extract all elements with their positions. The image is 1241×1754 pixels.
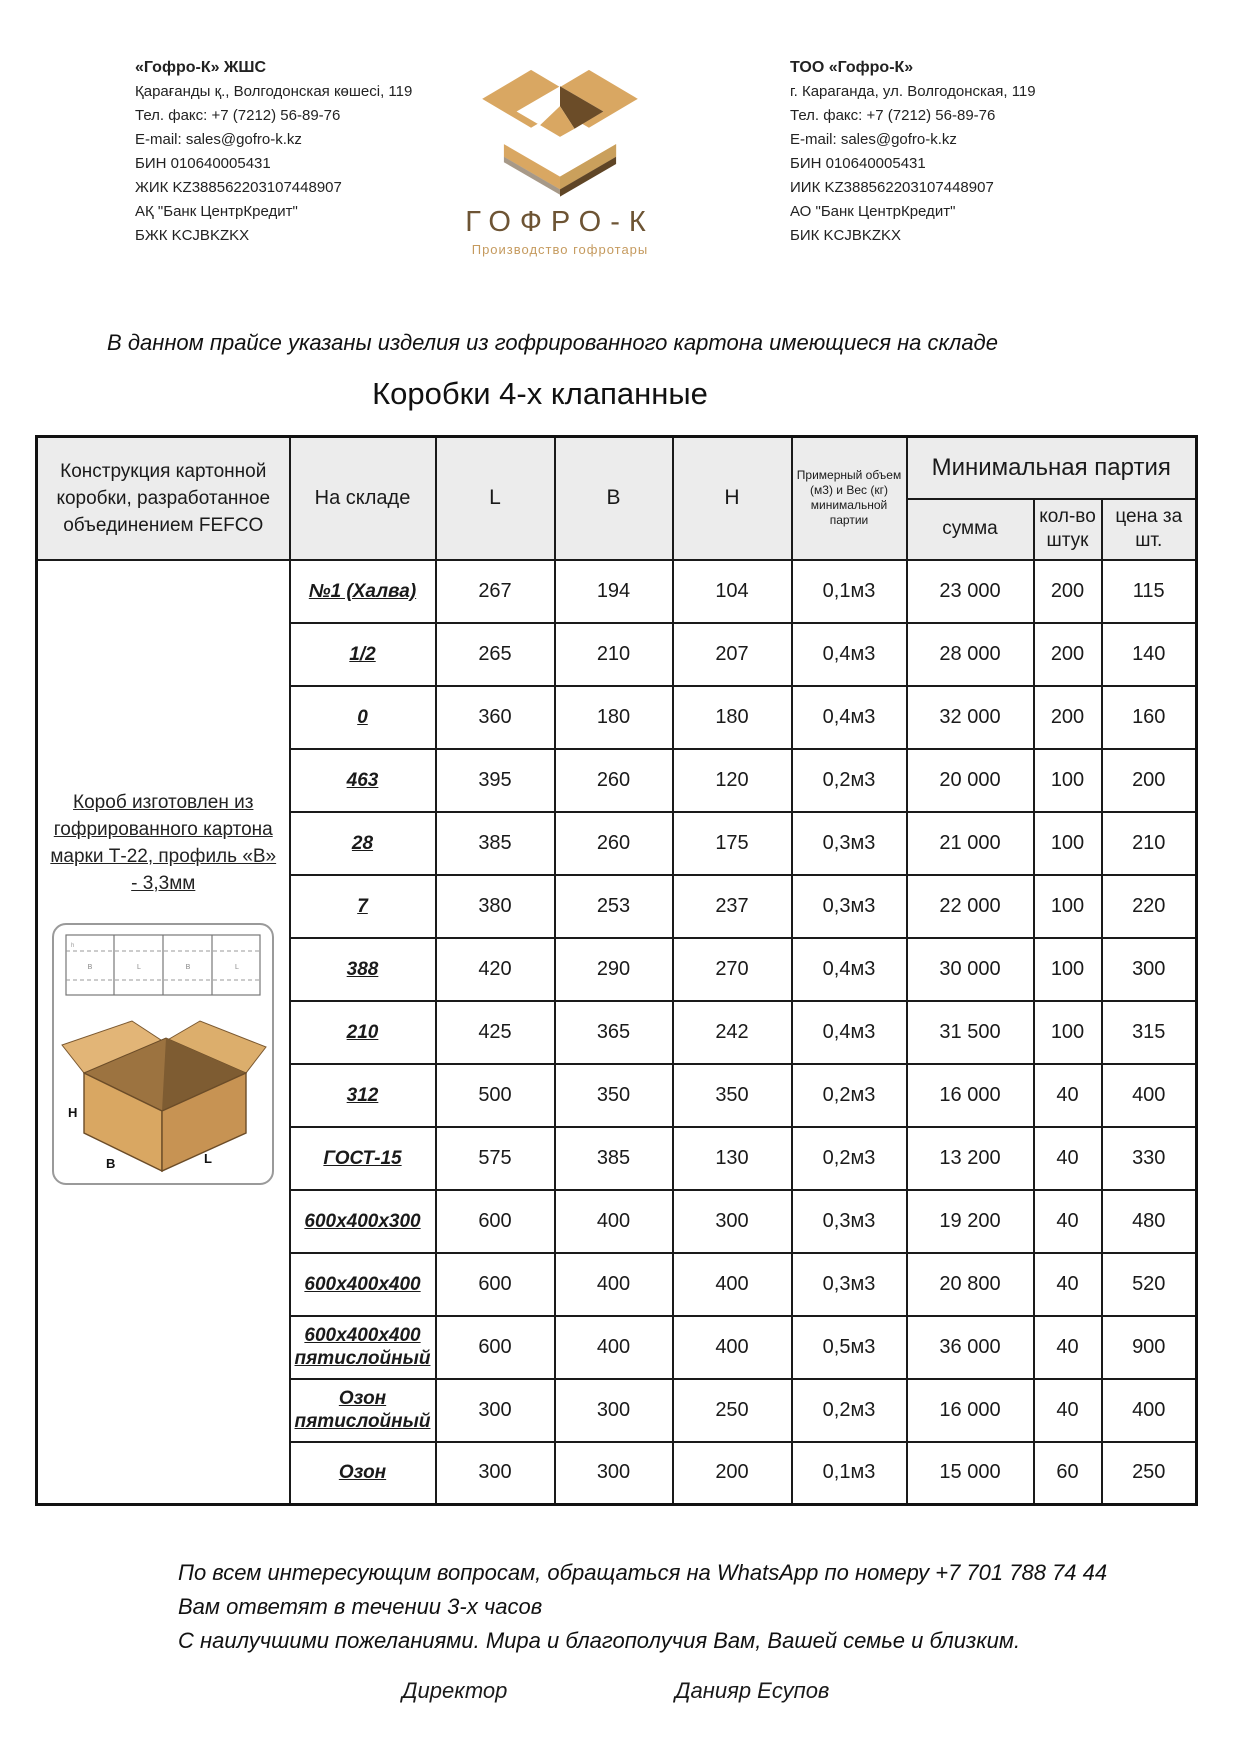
price-table: [35, 435, 1198, 1506]
col-header-price: цена за шт.: [1102, 499, 1197, 560]
box-diagram: [52, 923, 274, 1185]
stock-name-cell: №1 (Халва): [290, 560, 436, 623]
table-header: [37, 437, 1197, 560]
volume-cell: 0,2м3: [792, 749, 907, 812]
price-cell: 210: [1102, 812, 1197, 875]
volume-cell: 0,3м3: [792, 875, 907, 938]
sum-cell: 15 000: [907, 1442, 1034, 1505]
volume-cell: 0,1м3: [792, 560, 907, 623]
volume-cell: 0,4м3: [792, 1001, 907, 1064]
sum-cell: 22 000: [907, 875, 1034, 938]
h-cell: 200: [673, 1442, 792, 1505]
h-cell: 350: [673, 1064, 792, 1127]
l-cell: 425: [436, 1001, 555, 1064]
director-name: Данияр Есупов: [675, 1678, 830, 1703]
qty-cell: 200: [1034, 560, 1102, 623]
bank-line: АҚ "Банк ЦентрКредит": [135, 203, 298, 220]
col-header-construction: Конструкция картонной коробки, разработанное объединением FEFCO: [37, 437, 290, 560]
volume-cell: 0,3м3: [792, 812, 907, 875]
b-cell: 180: [555, 686, 673, 749]
l-cell: 420: [436, 938, 555, 1001]
price-cell: 480: [1102, 1190, 1197, 1253]
l-cell: 385: [436, 812, 555, 875]
qty-cell: 40: [1034, 1064, 1102, 1127]
col-header-h: H: [673, 437, 792, 560]
stock-name-cell: 7: [290, 875, 436, 938]
qty-cell: 100: [1034, 812, 1102, 875]
intro-note: В данном прайсе указаны изделия из гофрированного картона имеющиеся на складе: [107, 330, 998, 355]
bin-line: БИН 010640005431: [790, 155, 926, 172]
l-cell: 600: [436, 1253, 555, 1316]
sum-cell: 23 000: [907, 560, 1034, 623]
phone-line: Тел. факс: +7 (7212) 56-89-76: [135, 107, 341, 124]
h-cell: 130: [673, 1127, 792, 1190]
page-title: Коробки 4-х клапанные: [372, 376, 708, 411]
b-cell: 400: [555, 1190, 673, 1253]
volume-cell: 0,4м3: [792, 686, 907, 749]
stock-name-cell: ГОСТ-15: [290, 1127, 436, 1190]
sum-cell: 32 000: [907, 686, 1034, 749]
price-cell: 520: [1102, 1253, 1197, 1316]
company-name-right: ТОО «Гофро-К»: [790, 59, 914, 76]
construction-cell: [37, 560, 290, 1505]
volume-cell: 0,4м3: [792, 623, 907, 686]
l-cell: 575: [436, 1127, 555, 1190]
bik-line: БИК KCJBKZKX: [790, 227, 902, 244]
account-line: ЖИК KZ388562203107448907: [135, 179, 342, 196]
price-cell: 400: [1102, 1064, 1197, 1127]
price-cell: 315: [1102, 1001, 1197, 1064]
h-cell: 104: [673, 560, 792, 623]
b-cell: 290: [555, 938, 673, 1001]
h-cell: 300: [673, 1190, 792, 1253]
qty-cell: 40: [1034, 1190, 1102, 1253]
l-cell: 500: [436, 1064, 555, 1127]
b-cell: 400: [555, 1316, 673, 1379]
stock-name-cell: 1/2: [290, 623, 436, 686]
sum-cell: 21 000: [907, 812, 1034, 875]
l-cell: 300: [436, 1379, 555, 1442]
qty-cell: 100: [1034, 1001, 1102, 1064]
price-cell: 200: [1102, 749, 1197, 812]
svg-text:B: B: [87, 963, 93, 971]
svg-text:L: L: [235, 963, 240, 971]
bin-line: БИН 010640005431: [135, 155, 271, 172]
h-cell: 270: [673, 938, 792, 1001]
col-header-min-batch: Минимальная партия: [907, 437, 1197, 499]
open-box-icon: [460, 50, 660, 202]
qty-cell: 40: [1034, 1127, 1102, 1190]
h-cell: 250: [673, 1379, 792, 1442]
price-cell: 300: [1102, 938, 1197, 1001]
svg-text:B: B: [185, 963, 191, 971]
sum-cell: 30 000: [907, 938, 1034, 1001]
address-line: Қарағанды қ., Волгодонская көшесі, 119: [135, 83, 413, 100]
b-cell: 300: [555, 1379, 673, 1442]
stock-name-cell: 600х400х400 пятислойный: [290, 1316, 436, 1379]
volume-cell: 0,2м3: [792, 1064, 907, 1127]
table-row: [37, 560, 1197, 623]
footer-line-wishes: С наилучшими пожеланиями. Мира и благополучия Вам, Вашей семье и близким.: [178, 1628, 1021, 1653]
address-line: г. Караганда, ул. Волгодонская, 119: [790, 83, 1036, 100]
b-cell: 365: [555, 1001, 673, 1064]
contact-block-left: [135, 56, 412, 248]
qty-cell: 200: [1034, 686, 1102, 749]
stock-name-cell: 463: [290, 749, 436, 812]
volume-cell: 0,3м3: [792, 1253, 907, 1316]
col-header-stock: На складе: [290, 437, 436, 560]
l-cell: 600: [436, 1190, 555, 1253]
volume-cell: 0,5м3: [792, 1316, 907, 1379]
email-line: E-mail: sales@gofro-k.kz: [790, 131, 957, 148]
stock-name-cell: 388: [290, 938, 436, 1001]
construction-note: Короб изготовлен из гофрированного картона марки Т-22, профиль «В» - 3,3мм: [50, 791, 277, 894]
footer-line-response: Вам ответят в течении 3-х часов: [178, 1594, 543, 1619]
qty-cell: 60: [1034, 1442, 1102, 1505]
sum-cell: 36 000: [907, 1316, 1034, 1379]
director-label: Директор: [402, 1678, 508, 1703]
qty-cell: 100: [1034, 938, 1102, 1001]
h-cell: 120: [673, 749, 792, 812]
volume-cell: 0,4м3: [792, 938, 907, 1001]
svg-text:L: L: [137, 963, 142, 971]
svg-text:h: h: [71, 942, 75, 949]
b-cell: 210: [555, 623, 673, 686]
stock-name-cell: 210: [290, 1001, 436, 1064]
l-cell: 360: [436, 686, 555, 749]
price-cell: 330: [1102, 1127, 1197, 1190]
company-name-left: «Гофро-К» ЖШС: [135, 59, 267, 76]
volume-cell: 0,1м3: [792, 1442, 907, 1505]
price-cell: 250: [1102, 1442, 1197, 1505]
footer-line-whatsapp: По всем интересующим вопросам, обращаться на WhatsApp по номеру +7 701 788 74 44: [178, 1560, 1108, 1585]
l-cell: 600: [436, 1316, 555, 1379]
sum-cell: 20 800: [907, 1253, 1034, 1316]
h-cell: 400: [673, 1316, 792, 1379]
dim-label-b: B: [106, 1155, 116, 1171]
volume-cell: 0,3м3: [792, 1190, 907, 1253]
price-cell: 400: [1102, 1379, 1197, 1442]
stock-name-cell: 600х400х300: [290, 1190, 436, 1253]
price-cell: 900: [1102, 1316, 1197, 1379]
qty-cell: 40: [1034, 1379, 1102, 1442]
l-cell: 265: [436, 623, 555, 686]
l-cell: 300: [436, 1442, 555, 1505]
col-header-volume: Примерный объем (м3) и Вес (кг) минимальной партии: [792, 437, 907, 560]
col-header-sum: сумма: [907, 499, 1034, 560]
col-header-qty: кол-во штук: [1034, 499, 1102, 560]
sum-cell: 16 000: [907, 1064, 1034, 1127]
b-cell: 194: [555, 560, 673, 623]
account-line: ИИК KZ388562203107448907: [790, 179, 994, 196]
b-cell: 300: [555, 1442, 673, 1505]
h-cell: 237: [673, 875, 792, 938]
volume-cell: 0,2м3: [792, 1379, 907, 1442]
b-cell: 260: [555, 812, 673, 875]
brand-name: ГОФРО-К: [465, 206, 655, 238]
price-cell: 115: [1102, 560, 1197, 623]
stock-name-cell: 28: [290, 812, 436, 875]
stock-name-cell: 600х400х400: [290, 1253, 436, 1316]
l-cell: 395: [436, 749, 555, 812]
bank-line: АО "Банк ЦентрКредит": [790, 203, 956, 220]
h-cell: 175: [673, 812, 792, 875]
qty-cell: 100: [1034, 875, 1102, 938]
sum-cell: 16 000: [907, 1379, 1034, 1442]
l-cell: 267: [436, 560, 555, 623]
stock-name-cell: Озон: [290, 1442, 436, 1505]
sum-cell: 31 500: [907, 1001, 1034, 1064]
stock-name-cell: Озон пятислойный: [290, 1379, 436, 1442]
brand-tagline: Производство гофротары: [471, 242, 649, 257]
price-cell: 160: [1102, 686, 1197, 749]
qty-cell: 100: [1034, 749, 1102, 812]
col-header-b: B: [555, 437, 673, 560]
h-cell: 242: [673, 1001, 792, 1064]
b-cell: 400: [555, 1253, 673, 1316]
h-cell: 180: [673, 686, 792, 749]
stock-name-cell: 0: [290, 686, 436, 749]
qty-cell: 200: [1034, 623, 1102, 686]
footer-note: [178, 1556, 1188, 1658]
stock-name-cell: 312: [290, 1064, 436, 1127]
sum-cell: 19 200: [907, 1190, 1034, 1253]
b-cell: 260: [555, 749, 673, 812]
h-cell: 400: [673, 1253, 792, 1316]
bik-line: БЖК KCJBKZKX: [135, 227, 250, 244]
b-cell: 253: [555, 875, 673, 938]
contact-block-right: [790, 56, 1036, 248]
volume-cell: 0,2м3: [792, 1127, 907, 1190]
dim-label-h: H: [68, 1104, 78, 1120]
qty-cell: 40: [1034, 1316, 1102, 1379]
email-line: E-mail: sales@gofro-k.kz: [135, 131, 302, 148]
price-cell: 140: [1102, 623, 1197, 686]
phone-line: Тел. факс: +7 (7212) 56-89-76: [790, 107, 996, 124]
b-cell: 350: [555, 1064, 673, 1127]
h-cell: 207: [673, 623, 792, 686]
company-logo: [430, 50, 690, 257]
sum-cell: 28 000: [907, 623, 1034, 686]
l-cell: 380: [436, 875, 555, 938]
sum-cell: 20 000: [907, 749, 1034, 812]
dim-label-l: L: [204, 1150, 213, 1166]
sum-cell: 13 200: [907, 1127, 1034, 1190]
qty-cell: 40: [1034, 1253, 1102, 1316]
price-cell: 220: [1102, 875, 1197, 938]
b-cell: 385: [555, 1127, 673, 1190]
col-header-l: L: [436, 437, 555, 560]
